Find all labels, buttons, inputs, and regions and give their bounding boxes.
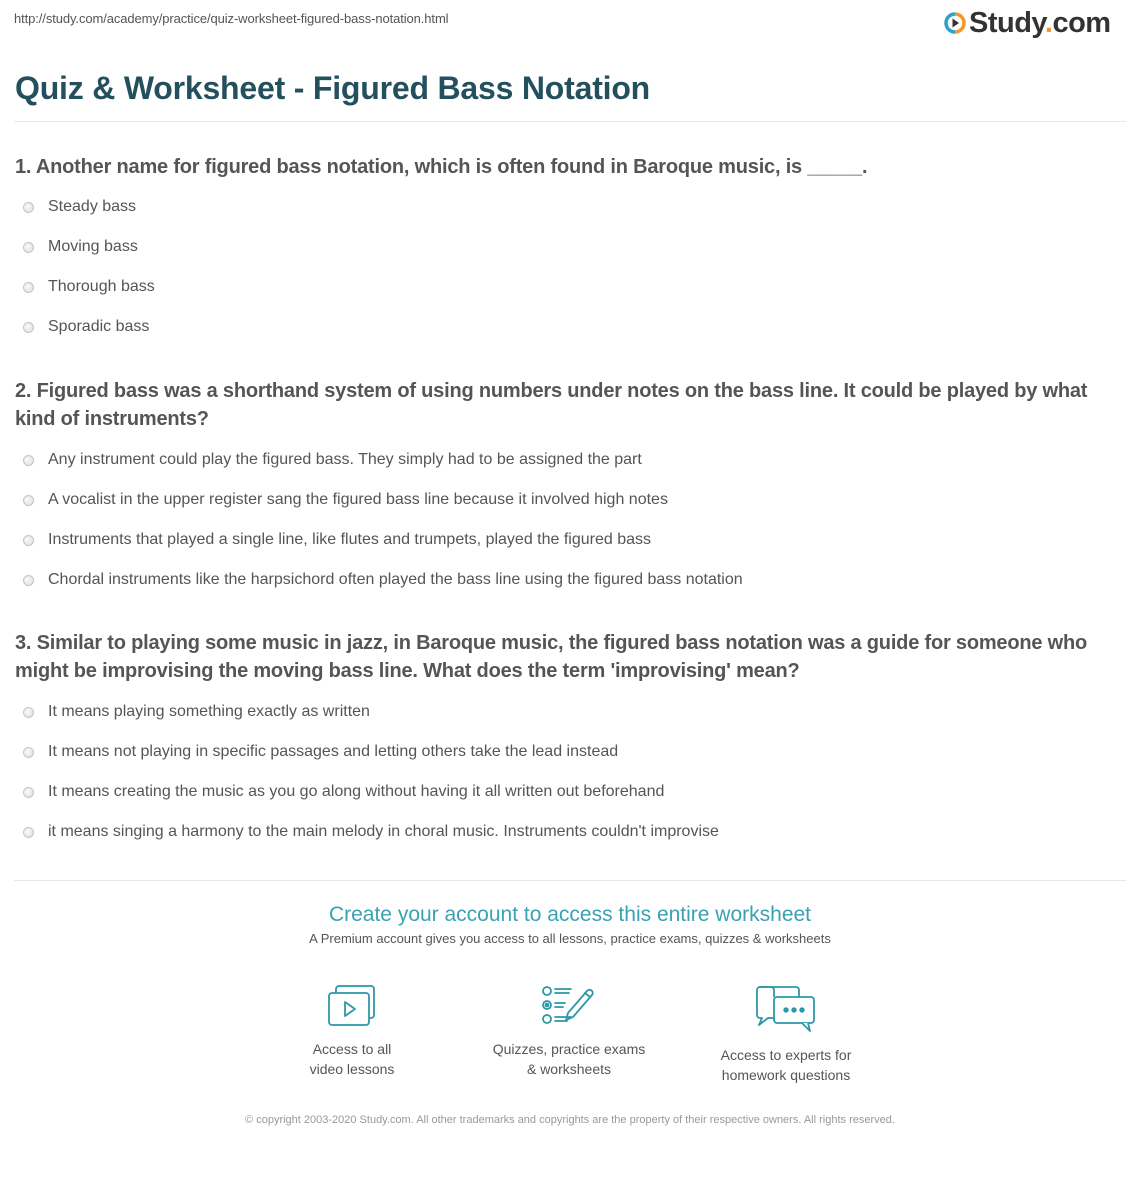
radio-button[interactable] xyxy=(23,242,34,253)
question-text: 3. Similar to playing some music in jazz, in Baroque music, the figured bass notation was a guide for someone who might be improvising the moving bass line. What does the term 'improvising' mean? xyxy=(15,632,1088,682)
question-3 xyxy=(15,629,1110,852)
cta-subtitle: A Premium account gives you access to all lessons, practice exams, quizzes & worksheets xyxy=(309,931,831,946)
quiz-checklist-icon xyxy=(469,985,669,1029)
radio-button[interactable] xyxy=(23,202,34,213)
feature-label: Access to experts for homework questions xyxy=(720,1047,852,1083)
radio-button[interactable] xyxy=(23,575,34,586)
answer-option[interactable]: Sporadic bass xyxy=(15,307,1110,347)
cta-title[interactable]: Create your account to access this entire worksheet xyxy=(328,903,812,926)
signup-cta xyxy=(0,903,1140,946)
title-divider xyxy=(14,121,1126,122)
answer-option[interactable]: A vocalist in the upper register sang the figured bass line because it involved high notes xyxy=(15,480,1110,520)
feature-video-lessons xyxy=(252,985,452,1079)
cta-divider xyxy=(14,880,1126,881)
radio-button[interactable] xyxy=(23,455,34,466)
question-text: 1. Another name for figured bass notation, which is often found in Baroque music, is _____. xyxy=(15,156,868,178)
logo-text: Study.com xyxy=(969,7,1111,39)
answer-option[interactable]: It means creating the music as you go along without having it all written out beforehand xyxy=(15,772,1110,812)
question-text: 2. Figured bass was a shorthand system of using numbers under notes on the bass line. It could be played by what kind of instruments? xyxy=(15,380,1088,430)
video-lessons-icon xyxy=(252,985,452,1029)
question-1 xyxy=(15,153,1110,347)
radio-button[interactable] xyxy=(23,787,34,798)
answer-option[interactable]: it means singing a harmony to the main melody in choral music. Instruments couldn't improvise xyxy=(15,812,1110,852)
feature-label: Access to all video lessons xyxy=(309,1041,395,1077)
answer-option[interactable]: It means playing something exactly as written xyxy=(15,692,1110,732)
radio-button[interactable] xyxy=(23,495,34,506)
chat-bubbles-icon xyxy=(686,985,886,1035)
radio-button[interactable] xyxy=(23,747,34,758)
radio-button[interactable] xyxy=(23,827,34,838)
study-logo[interactable] xyxy=(944,8,1111,38)
answer-option[interactable]: Chordal instruments like the harpsichord often played the bass line using the figured bass notation xyxy=(15,560,1110,600)
page-title: Quiz & Worksheet - Figured Bass Notation xyxy=(15,70,651,106)
answer-option[interactable]: Any instrument could play the figured bass. They simply had to be assigned the part xyxy=(15,440,1110,480)
answer-option[interactable]: It means not playing in specific passages and letting others take the lead instead xyxy=(15,732,1110,772)
feature-experts xyxy=(686,985,886,1085)
radio-button[interactable] xyxy=(23,707,34,718)
radio-button[interactable] xyxy=(23,322,34,333)
question-2 xyxy=(15,377,1110,600)
page-url: http://study.com/academy/practice/quiz-worksheet-figured-bass-notation.html xyxy=(14,11,449,26)
play-circle-icon xyxy=(944,12,966,34)
answer-option[interactable]: Instruments that played a single line, like flutes and trumpets, played the figured bass xyxy=(15,520,1110,560)
copyright-footer: © copyright 2003-2020 Study.com. All other trademarks and copyrights are the property of their respective owners. All rights reserved. xyxy=(245,1114,895,1126)
answer-option[interactable]: Moving bass xyxy=(15,227,1110,267)
answer-option[interactable]: Thorough bass xyxy=(15,267,1110,307)
radio-button[interactable] xyxy=(23,282,34,293)
feature-label: Quizzes, practice exams & worksheets xyxy=(492,1041,646,1077)
answer-option[interactable]: Steady bass xyxy=(15,187,1110,227)
feature-quizzes xyxy=(469,985,669,1079)
radio-button[interactable] xyxy=(23,535,34,546)
